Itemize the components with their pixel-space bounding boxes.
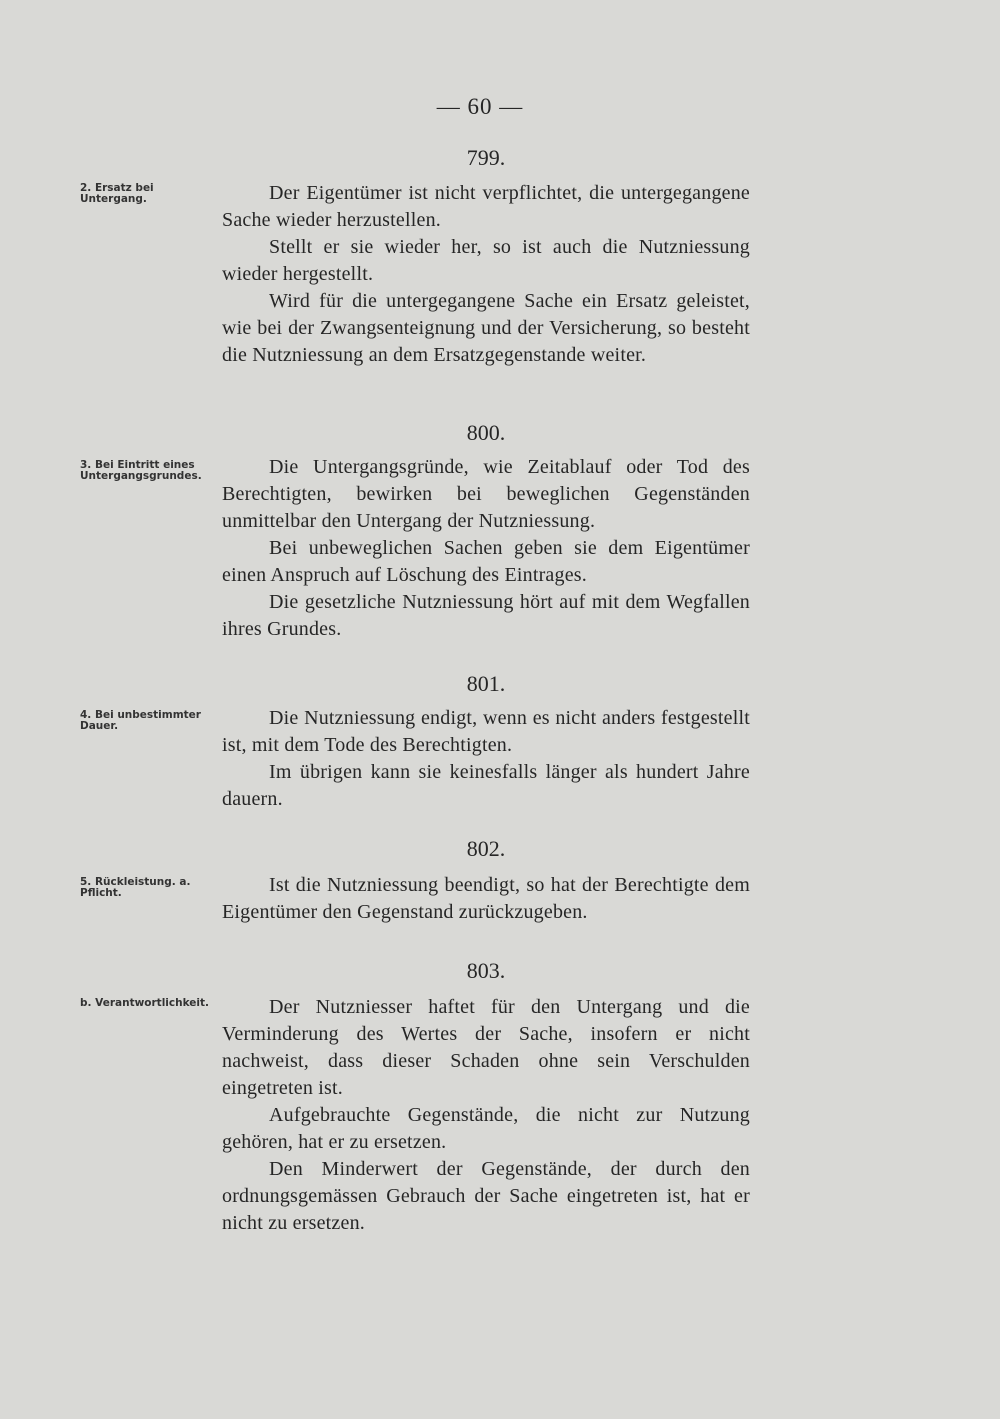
paragraph: Die gesetzliche Nutzniessung hört auf mit dem Wegfallen ihres Grundes. xyxy=(222,591,750,640)
paragraph: Ist die Nutzniessung beendigt, so hat der Berechtigte dem Eigentümer den Gegenstand zurückzugeben. xyxy=(222,874,750,923)
margin-note: 4. Bei unbestimmter Dauer. xyxy=(80,709,201,732)
paragraph: Bei unbeweglichen Sachen geben sie dem Eigentümer einen Anspruch auf Löschung des Eintrages. xyxy=(222,537,750,586)
paragraph: Wird für die untergegangene Sache ein Ersatz geleistet, wie bei der Zwangsenteignung und der Versicherung, so besteht die Nutzniessung an dem Ersatzgegenstande weiter. xyxy=(222,290,750,366)
article-body xyxy=(222,872,750,926)
paragraph: Die Nutzniessung endigt, wenn es nicht anders festgestellt ist, mit dem Tode des Berechtigten. xyxy=(222,707,750,756)
page-number: — 60 — xyxy=(436,94,524,119)
paragraph: Im übrigen kann sie keinesfalls länger als hundert Jahre dauern. xyxy=(222,761,750,810)
margin-note: 2. Ersatz bei Untergang. xyxy=(80,182,154,205)
paragraph: Der Nutzniesser haftet für den Untergang und die Verminderung des Wertes der Sache, insofern er nicht nachweist, dass dieser Schaden ohne sein Verschulden eingetreten ist. xyxy=(222,996,750,1099)
article-number: 802. xyxy=(466,836,506,861)
paragraph: Der Eigentümer ist nicht verpflichtet, die untergegangene Sache wieder herzustellen. xyxy=(222,182,750,231)
article-body xyxy=(222,180,750,369)
margin-note: 3. Bei Eintritt eines Untergangsgrundes. xyxy=(80,459,202,482)
article-number: 801. xyxy=(466,671,506,696)
article-body xyxy=(222,994,750,1237)
paragraph: Stellt er sie wieder her, so ist auch die Nutzniessung wieder hergestellt. xyxy=(222,236,750,285)
paragraph: Den Minderwert der Gegenstände, der durch den ordnungsgemässen Gebrauch der Sache eingetreten ist, hat er nicht zu ersetzen. xyxy=(222,1158,750,1234)
paragraph: Die Untergangsgründe, wie Zeitablauf oder Tod des Berechtigten, bewirken bei beweglichen Gegenständen unmittelbar den Untergang der Nutzniessung. xyxy=(222,456,750,532)
paragraph: Aufgebrauchte Gegenstände, die nicht zur Nutzung gehören, hat er zu ersetzen. xyxy=(222,1104,750,1153)
article-body xyxy=(222,705,750,813)
margin-note: b. Verantwortlichkeit. xyxy=(80,997,210,1009)
article-number: 803. xyxy=(466,958,506,983)
article-body xyxy=(222,454,750,643)
article-number: 799. xyxy=(466,145,506,170)
article-number: 800. xyxy=(466,420,506,445)
margin-note: 5. Rückleistung. a. Pflicht. xyxy=(80,876,191,899)
